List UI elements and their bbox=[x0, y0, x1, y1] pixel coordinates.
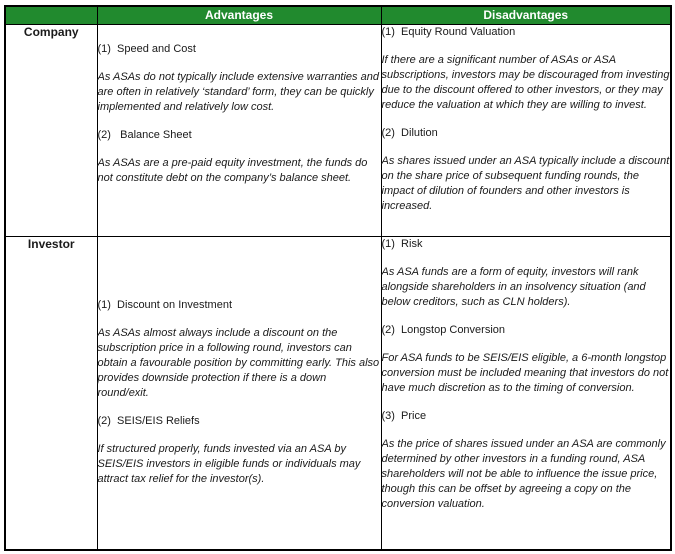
table-row-company bbox=[5, 24, 671, 236]
row-label-company: Company bbox=[5, 24, 97, 236]
item-paragraph: If structured properly, funds invested via an ASA by SEIS/EIS investors in eligible funds or individuals may attract tax relief for the investor(s). bbox=[97, 443, 361, 486]
item-paragraph: As ASAs are a pre-paid equity investment, the funds do not constitute debt on the company’s balance sheet. bbox=[97, 156, 368, 184]
list-item bbox=[382, 323, 671, 396]
item-paragraph: As ASAs almost always include a discount on the subscription price in a following round, investors can obtain a favourable position by committing early. This also provides downside protection if there is a down round/exit. bbox=[97, 327, 380, 400]
table-row-investor bbox=[5, 236, 671, 550]
item-paragraph: As ASA funds are a form of equity, investors will rank alongside shareholders in an insolvency situation (and below creditors, such as CLN holders). bbox=[381, 265, 646, 308]
item-heading: (1) Equity Round Valuation bbox=[381, 25, 516, 38]
item-heading: (1) Risk bbox=[381, 237, 423, 250]
cell-company-disadvantages bbox=[381, 24, 671, 236]
item-paragraph: As the price of shares issued under an ASA are commonly determined by other investors in a funding round, ASA shareholders will not be able to influence the issue price, though this can be offset by agreeing a copy on the conversion valuation. bbox=[381, 437, 666, 510]
item-paragraph: As ASAs do not typically include extensive warranties and are often in relatively ‘standard’ form, they can be quickly implemented and relatively low cost. bbox=[97, 70, 379, 113]
list-item bbox=[382, 237, 671, 310]
item-heading: (2) SEIS/EIS Reliefs bbox=[97, 415, 200, 428]
list-item bbox=[98, 298, 381, 401]
list-item bbox=[382, 409, 671, 512]
asa-comparison-table bbox=[4, 5, 672, 551]
table-header-row bbox=[5, 6, 671, 24]
item-paragraph: For ASA funds to be SEIS/EIS eligible, a 6-month longstop conversion must be included meaning that investors do not have much discretion as to the timing of conversion. bbox=[381, 351, 669, 394]
item-paragraph: If there are a significant number of ASAs or ASA subscriptions, investors may be discouraged from investing due to the discount offered to other investors, or they may reduce the valuation at which they are willing to invest. bbox=[381, 53, 670, 111]
list-item bbox=[98, 414, 381, 487]
row-label-investor: Investor bbox=[5, 236, 97, 550]
item-heading: (3) Price bbox=[381, 409, 427, 422]
list-item bbox=[98, 128, 381, 186]
header-disadvantages: Disadvantages bbox=[381, 6, 671, 24]
list-item bbox=[98, 42, 381, 115]
cell-company-advantages bbox=[97, 24, 381, 236]
item-heading: (1) Speed and Cost bbox=[97, 42, 196, 55]
item-heading: (1) Discount on Investment bbox=[97, 299, 233, 312]
cell-investor-disadvantages bbox=[381, 236, 671, 550]
list-item bbox=[382, 25, 671, 113]
header-corner-cell bbox=[5, 6, 97, 24]
header-advantages: Advantages bbox=[97, 6, 381, 24]
item-heading: (2) Dilution bbox=[381, 126, 438, 139]
cell-investor-advantages bbox=[97, 236, 381, 550]
item-paragraph: As shares issued under an ASA typically include a discount on the share price of subsequent funding rounds, the impact of dilution of founders and other investors is increased. bbox=[381, 154, 670, 212]
item-heading: (2) Longstop Conversion bbox=[381, 323, 506, 336]
list-item bbox=[382, 126, 671, 214]
item-heading: (2) Balance Sheet bbox=[97, 128, 192, 141]
